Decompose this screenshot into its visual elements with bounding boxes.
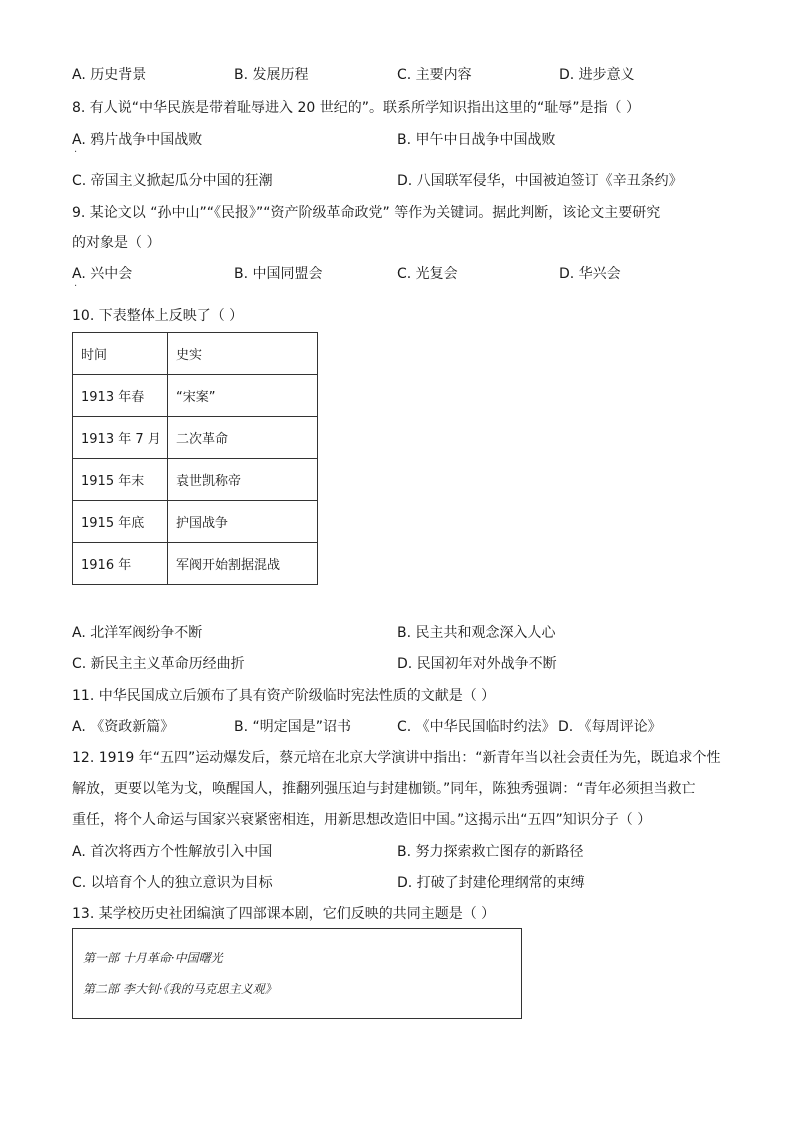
- q12-option-b: B. 努力探索救亡图存的新路径: [397, 844, 584, 860]
- q8-stem: 8. 有人说“中华民族是带着耻辱进入 20 世纪的”。联系所学知识指出这里的“耻辱”是指（ ）: [72, 100, 640, 116]
- q9-option-b: B. 中国同盟会: [234, 266, 323, 282]
- q10-option-a: A. 北洋军阀纷争不断: [72, 625, 203, 641]
- q9-option-c: C. 光复会: [397, 266, 458, 282]
- table-row: [73, 501, 318, 543]
- q7-option-b: B. 发展历程: [234, 67, 309, 83]
- table-row: [73, 417, 318, 459]
- q9-stem-line1: 9. 某论文以 “孙中山”“《民报》”“资产阶级革命政党” 等作为关键词。据此判断，该论文主要研究: [72, 205, 661, 221]
- q12-line2: 解放，更要以笔为戈，唤醒国人，推翻列强压迫与封建枷锁。”同年，陈独秀强调：“青年必须担当救亡: [72, 781, 696, 797]
- table-row: [73, 543, 318, 585]
- q8-option-d: D. 八国联军侵华，中国被迫签订《辛丑条约》: [397, 173, 683, 189]
- table-cell: 袁世凯称帝: [168, 459, 318, 501]
- q7-option-d: D. 进步意义: [559, 67, 635, 83]
- history-table: [72, 332, 318, 585]
- q8-option-a: A. 鸦片战争中国战败: [72, 132, 203, 148]
- q7-option-c: C. 主要内容: [397, 67, 472, 83]
- q9-stem-line2: 的对象是（ ）: [72, 235, 161, 251]
- q10-stem: 10. 下表整体上反映了（ ）: [72, 308, 244, 324]
- table-row: [73, 459, 318, 501]
- q12-line1: 12. 1919 年“五四”运动爆发后，蔡元培在北京大学演讲中指出：“新青年当以社会责任为先，既追求个性: [72, 750, 721, 766]
- q10-option-c: C. 新民主主义革命历经曲折: [72, 656, 245, 672]
- mark-dot: ·: [74, 281, 78, 292]
- q11-option-a: A. 《资政新篇》: [72, 719, 175, 735]
- play-list-box: [72, 928, 522, 1019]
- q10-option-b: B. 民主共和观念深入人心: [397, 625, 556, 641]
- q13-stem: 13. 某学校历史社团编演了四部课本剧，它们反映的共同主题是（ ）: [72, 906, 496, 922]
- table-cell: 1915 年末: [73, 459, 168, 501]
- table-cell: “宋案”: [168, 375, 318, 417]
- table-row: [73, 375, 318, 417]
- q9-option-d: D. 华兴会: [559, 266, 621, 282]
- q8-option-c: C. 帝国主义掀起瓜分中国的狂潮: [72, 173, 273, 189]
- table-cell: 1916 年: [73, 543, 168, 585]
- table-cell: 1915 年底: [73, 501, 168, 543]
- table-cell: 二次革命: [168, 417, 318, 459]
- q11-stem: 11. 中华民国成立后颁布了具有资产阶级临时宪法性质的文献是（ ）: [72, 688, 496, 704]
- q12-option-a: A. 首次将西方个性解放引入中国: [72, 844, 273, 860]
- table-cell: 1913 年春: [73, 375, 168, 417]
- table-cell: 1913 年 7 月: [73, 417, 168, 459]
- q12-option-d: D. 打破了封建伦理纲常的束缚: [397, 875, 585, 891]
- play-part-2: 第二部 李大钊·《我的马克思主义观》: [83, 982, 277, 996]
- table-header: 时间: [73, 333, 168, 375]
- table-cell: 护国战争: [168, 501, 318, 543]
- table-cell: 军阀开始割据混战: [168, 543, 318, 585]
- q11-option-b: B. “明定国是”诏书: [234, 719, 352, 735]
- q10-option-d: D. 民国初年对外战争不断: [397, 656, 557, 672]
- q12-line3: 重任，将个人命运与国家兴衰紧密相连，用新思想改造旧中国。”这揭示出“五四”知识分子（ ）: [72, 812, 652, 828]
- q7-option-a: A. 历史背景: [72, 67, 147, 83]
- q8-option-b: B. 甲午中日战争中国战败: [397, 132, 556, 148]
- table-header: 史实: [168, 333, 318, 375]
- q11-option-c: C. 《中华民国临时约法》: [397, 719, 556, 735]
- q11-option-d: D. 《每周评论》: [558, 719, 662, 735]
- table-header-row: [73, 333, 318, 375]
- play-part-1: 第一部 十月革命·中国曙光: [83, 951, 223, 965]
- q9-option-a: A. 兴中会: [72, 266, 133, 282]
- mark-dot: ·: [74, 147, 78, 158]
- q12-option-c: C. 以培育个人的独立意识为目标: [72, 875, 273, 891]
